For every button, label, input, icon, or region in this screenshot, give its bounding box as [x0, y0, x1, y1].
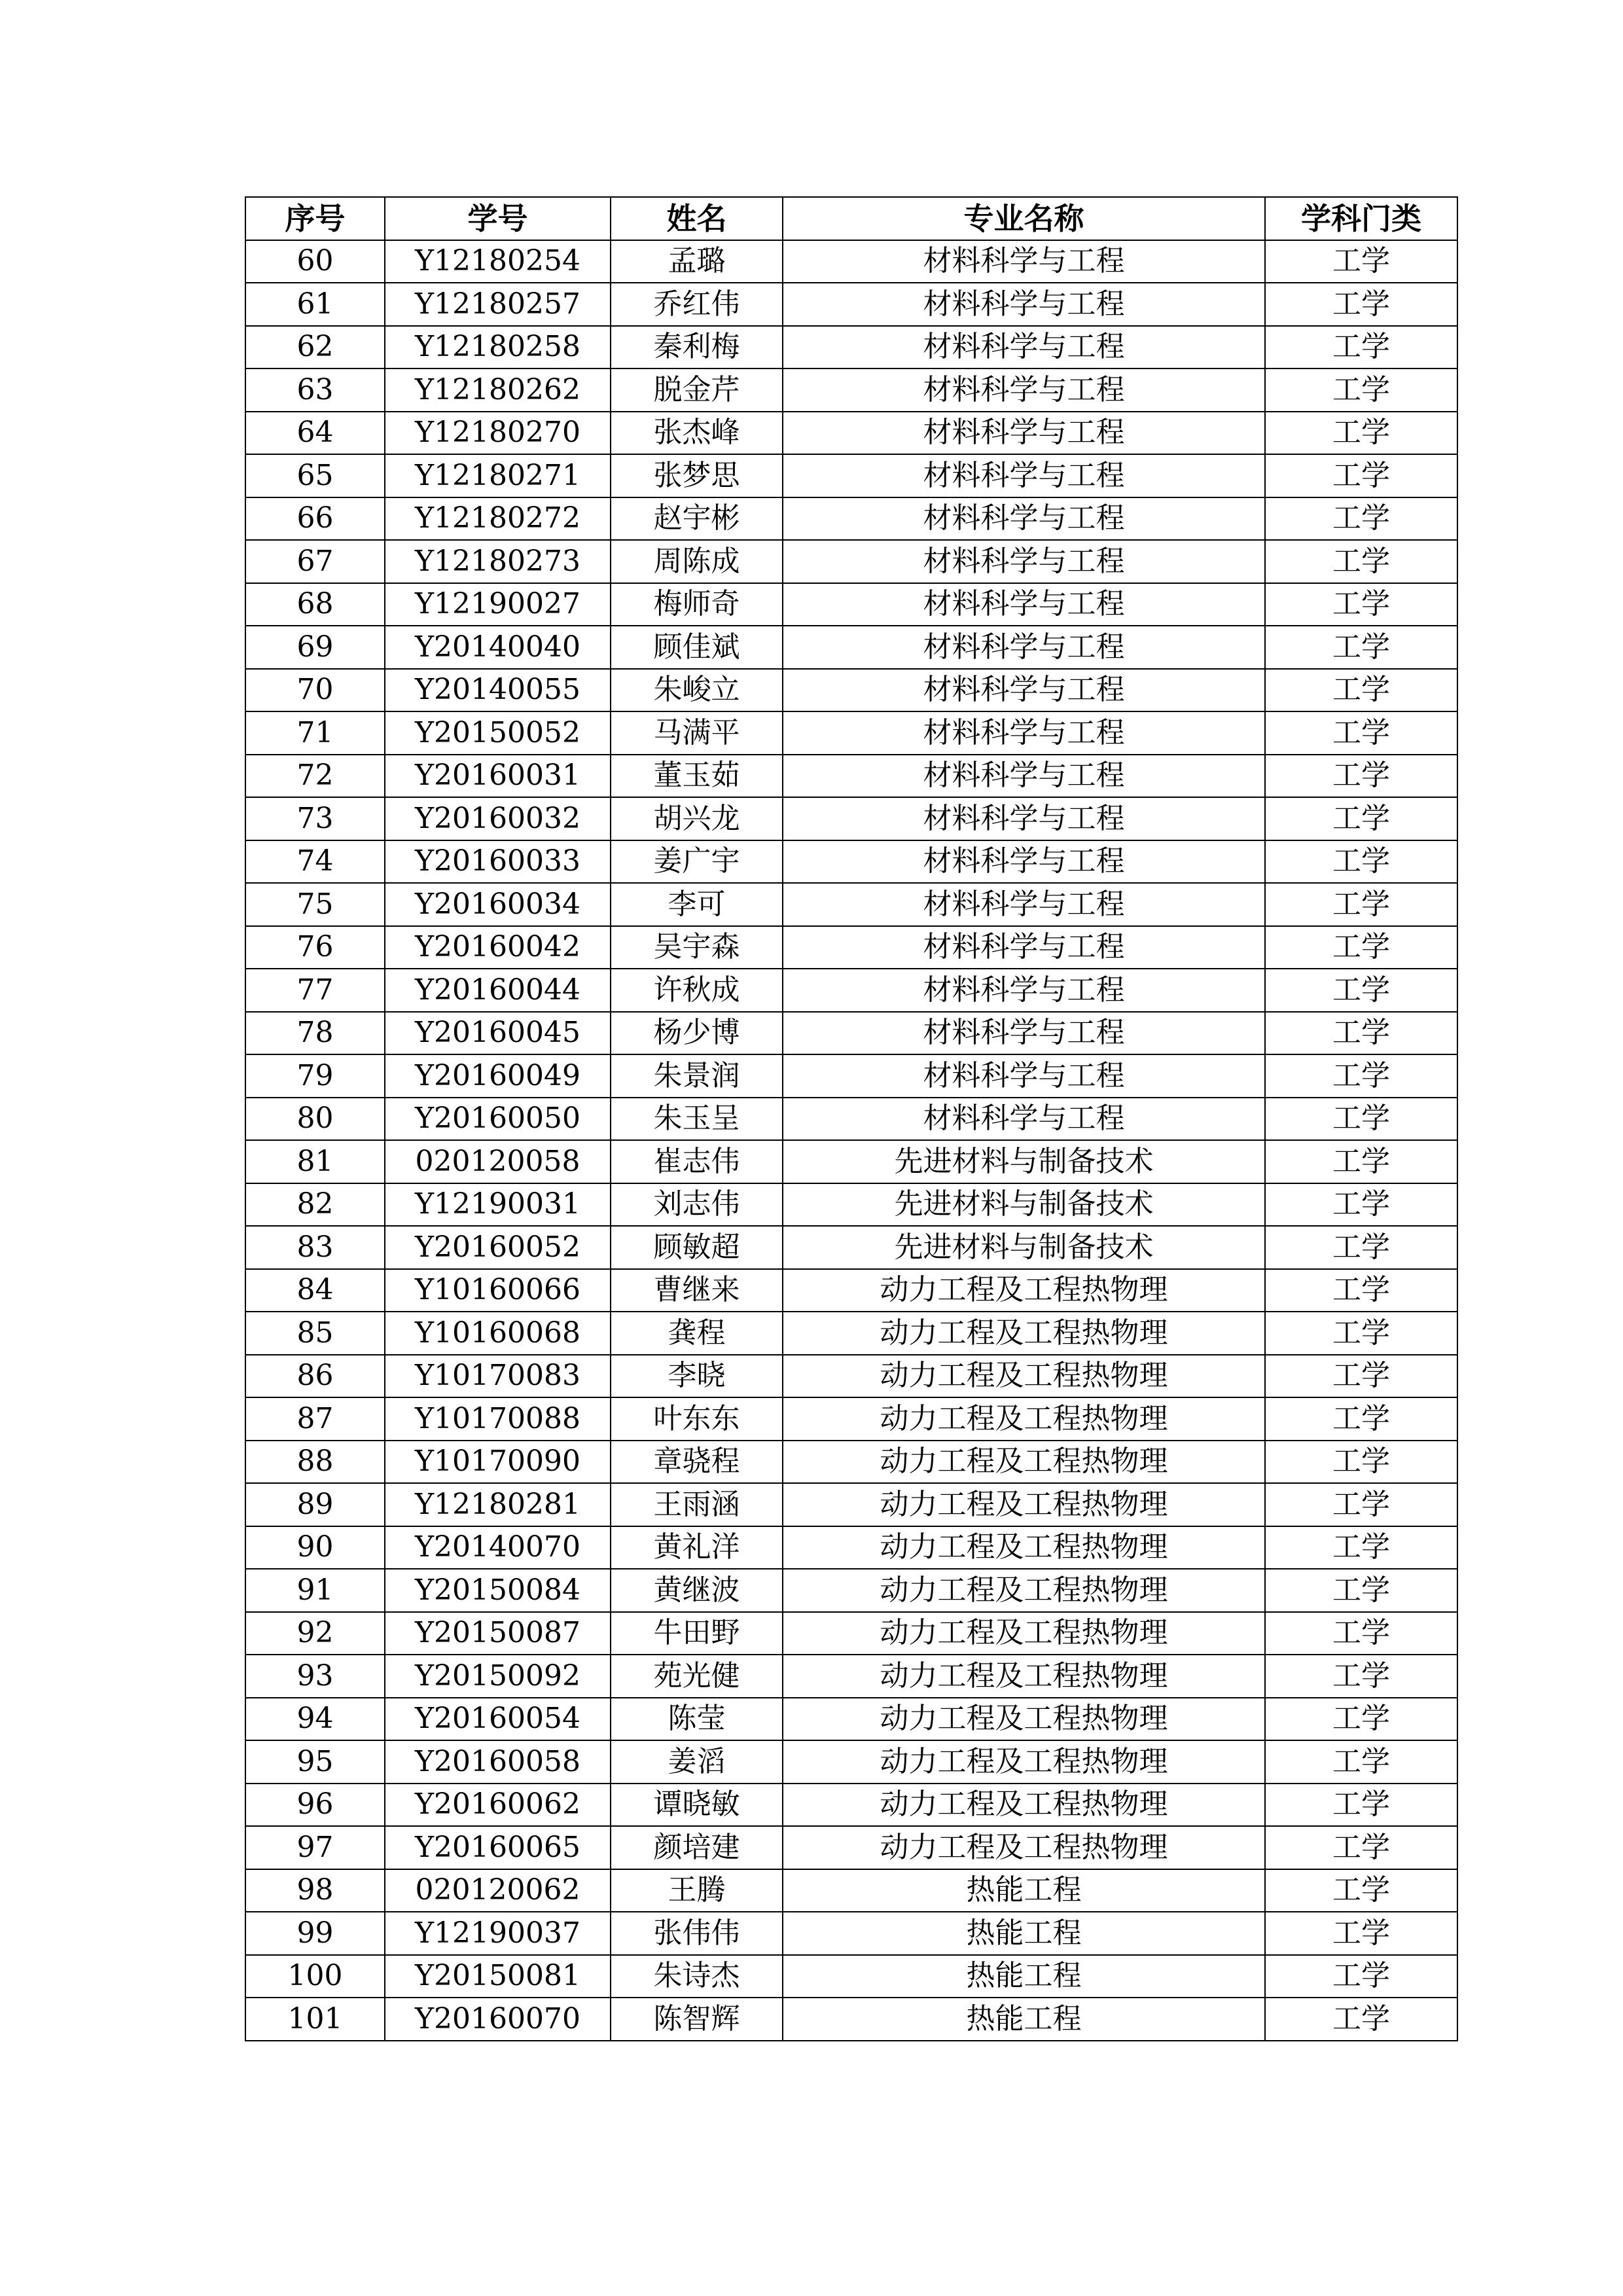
name-cell: 王腾	[611, 1869, 783, 1912]
discipline-category-cell: 工学	[1265, 1098, 1457, 1141]
table-row	[245, 840, 1457, 884]
major-cell: 材料科学与工程	[783, 1098, 1265, 1141]
sequence-cell: 91	[245, 1569, 385, 1612]
sequence-cell: 77	[245, 969, 385, 1012]
discipline-category-cell: 工学	[1265, 1183, 1457, 1227]
sequence-cell: 93	[245, 1655, 385, 1698]
name-cell: 张伟伟	[611, 1912, 783, 1955]
major-cell: 先进材料与制备技术	[783, 1140, 1265, 1183]
sequence-cell: 62	[245, 326, 385, 369]
student-id-cell: Y20150087	[385, 1612, 611, 1655]
table-row	[245, 1826, 1457, 1869]
sequence-cell: 66	[245, 497, 385, 541]
major-cell: 动力工程及工程热物理	[783, 1483, 1265, 1526]
major-cell: 动力工程及工程热物理	[783, 1784, 1265, 1827]
table-row	[245, 368, 1457, 412]
name-cell: 杨少博	[611, 1012, 783, 1055]
sequence-cell: 87	[245, 1397, 385, 1441]
major-cell: 先进材料与制备技术	[783, 1226, 1265, 1269]
student-id-cell: Y10170090	[385, 1441, 611, 1484]
major-cell: 材料科学与工程	[783, 326, 1265, 369]
name-cell: 张杰峰	[611, 412, 783, 455]
major-cell: 材料科学与工程	[783, 926, 1265, 969]
table-row	[245, 1698, 1457, 1741]
name-cell: 叶东东	[611, 1397, 783, 1441]
sequence-cell: 64	[245, 412, 385, 455]
major-cell: 材料科学与工程	[783, 368, 1265, 412]
student-id-cell: 020120058	[385, 1140, 611, 1183]
student-id-cell: Y12180257	[385, 283, 611, 326]
discipline-category-cell: 工学	[1265, 1483, 1457, 1526]
table-row	[245, 883, 1457, 926]
major-cell: 动力工程及工程热物理	[783, 1698, 1265, 1741]
table-row	[245, 1784, 1457, 1827]
student-id-cell: Y12180258	[385, 326, 611, 369]
major-cell: 材料科学与工程	[783, 755, 1265, 798]
major-cell: 动力工程及工程热物理	[783, 1269, 1265, 1312]
name-cell: 龚程	[611, 1312, 783, 1355]
sequence-cell: 80	[245, 1098, 385, 1141]
table-row	[245, 1740, 1457, 1784]
discipline-category-cell: 工学	[1265, 840, 1457, 884]
name-cell: 顾敏超	[611, 1226, 783, 1269]
table-row	[245, 412, 1457, 455]
table-row	[245, 1526, 1457, 1570]
student-id-cell: Y20140040	[385, 626, 611, 669]
name-cell: 牛田野	[611, 1612, 783, 1655]
major-cell: 动力工程及工程热物理	[783, 1740, 1265, 1784]
major-cell: 先进材料与制备技术	[783, 1183, 1265, 1227]
table-row	[245, 1569, 1457, 1612]
table-row	[245, 1140, 1457, 1183]
name-cell: 苑光健	[611, 1655, 783, 1698]
student-id-cell: Y12180281	[385, 1483, 611, 1526]
name-cell: 顾佳斌	[611, 626, 783, 669]
discipline-category-cell: 工学	[1265, 454, 1457, 497]
table-row	[245, 1183, 1457, 1227]
major-cell: 材料科学与工程	[783, 540, 1265, 583]
header-name: 姓名	[611, 197, 783, 240]
sequence-cell: 73	[245, 797, 385, 840]
table-row	[245, 1397, 1457, 1441]
discipline-category-cell: 工学	[1265, 326, 1457, 369]
major-cell: 材料科学与工程	[783, 969, 1265, 1012]
table-row	[245, 1441, 1457, 1484]
table-row	[245, 540, 1457, 583]
discipline-category-cell: 工学	[1265, 1397, 1457, 1441]
discipline-category-cell: 工学	[1265, 412, 1457, 455]
discipline-category-cell: 工学	[1265, 969, 1457, 1012]
table-row	[245, 1312, 1457, 1355]
major-cell: 材料科学与工程	[783, 497, 1265, 541]
sequence-cell: 63	[245, 368, 385, 412]
table-row	[245, 626, 1457, 669]
sequence-cell: 65	[245, 454, 385, 497]
table-row	[245, 1869, 1457, 1912]
major-cell: 动力工程及工程热物理	[783, 1612, 1265, 1655]
sequence-cell: 71	[245, 711, 385, 755]
student-id-cell: 020120062	[385, 1869, 611, 1912]
table-row	[245, 1355, 1457, 1398]
discipline-category-cell: 工学	[1265, 1655, 1457, 1698]
student-id-cell: Y12180271	[385, 454, 611, 497]
student-id-cell: Y12190031	[385, 1183, 611, 1227]
table-row	[245, 926, 1457, 969]
sequence-cell: 99	[245, 1912, 385, 1955]
table-row	[245, 1483, 1457, 1526]
table-row	[245, 1012, 1457, 1055]
header-row	[245, 197, 1457, 240]
table-row	[245, 454, 1457, 497]
student-roster-table	[245, 196, 1458, 2041]
name-cell: 黄继波	[611, 1569, 783, 1612]
discipline-category-cell: 工学	[1265, 1740, 1457, 1784]
student-id-cell: Y20160032	[385, 797, 611, 840]
student-id-cell: Y10170088	[385, 1397, 611, 1441]
major-cell: 热能工程	[783, 1955, 1265, 1998]
discipline-category-cell: 工学	[1265, 1355, 1457, 1398]
discipline-category-cell: 工学	[1265, 1955, 1457, 1998]
header-student-id: 学号	[385, 197, 611, 240]
major-cell: 动力工程及工程热物理	[783, 1526, 1265, 1570]
student-id-cell: Y20160054	[385, 1698, 611, 1741]
student-id-cell: Y20150081	[385, 1955, 611, 1998]
name-cell: 李可	[611, 883, 783, 926]
name-cell: 乔红伟	[611, 283, 783, 326]
name-cell: 姜广宇	[611, 840, 783, 884]
name-cell: 胡兴龙	[611, 797, 783, 840]
name-cell: 张梦思	[611, 454, 783, 497]
name-cell: 朱峻立	[611, 669, 783, 712]
discipline-category-cell: 工学	[1265, 583, 1457, 626]
discipline-category-cell: 工学	[1265, 926, 1457, 969]
discipline-category-cell: 工学	[1265, 669, 1457, 712]
sequence-cell: 81	[245, 1140, 385, 1183]
header-sequence-number: 序号	[245, 197, 385, 240]
major-cell: 材料科学与工程	[783, 840, 1265, 884]
sequence-cell: 94	[245, 1698, 385, 1741]
sequence-cell: 101	[245, 1998, 385, 2041]
sequence-cell: 61	[245, 283, 385, 326]
major-cell: 材料科学与工程	[783, 883, 1265, 926]
sequence-cell: 98	[245, 1869, 385, 1912]
sequence-cell: 69	[245, 626, 385, 669]
table-row	[245, 283, 1457, 326]
name-cell: 董玉茹	[611, 755, 783, 798]
name-cell: 颜培建	[611, 1826, 783, 1869]
sequence-cell: 78	[245, 1012, 385, 1055]
discipline-category-cell: 工学	[1265, 240, 1457, 283]
major-cell: 热能工程	[783, 1998, 1265, 2041]
major-cell: 材料科学与工程	[783, 283, 1265, 326]
major-cell: 动力工程及工程热物理	[783, 1355, 1265, 1398]
discipline-category-cell: 工学	[1265, 1869, 1457, 1912]
sequence-cell: 100	[245, 1955, 385, 1998]
discipline-category-cell: 工学	[1265, 1140, 1457, 1183]
major-cell: 动力工程及工程热物理	[783, 1441, 1265, 1484]
discipline-category-cell: 工学	[1265, 883, 1457, 926]
sequence-cell: 60	[245, 240, 385, 283]
table-row	[245, 1955, 1457, 1998]
discipline-category-cell: 工学	[1265, 1526, 1457, 1570]
major-cell: 材料科学与工程	[783, 626, 1265, 669]
table-row	[245, 1612, 1457, 1655]
sequence-cell: 74	[245, 840, 385, 884]
major-cell: 材料科学与工程	[783, 669, 1265, 712]
discipline-category-cell: 工学	[1265, 1612, 1457, 1655]
student-id-cell: Y20160050	[385, 1098, 611, 1141]
discipline-category-cell: 工学	[1265, 1226, 1457, 1269]
table-row	[245, 1912, 1457, 1955]
student-id-cell: Y20160044	[385, 969, 611, 1012]
table-row	[245, 1269, 1457, 1312]
table-row	[245, 326, 1457, 369]
table-row	[245, 755, 1457, 798]
major-cell: 动力工程及工程热物理	[783, 1397, 1265, 1441]
sequence-cell: 72	[245, 755, 385, 798]
student-id-cell: Y20160052	[385, 1226, 611, 1269]
student-id-cell: Y20160049	[385, 1054, 611, 1098]
student-id-cell: Y20160062	[385, 1784, 611, 1827]
discipline-category-cell: 工学	[1265, 626, 1457, 669]
table-row	[245, 711, 1457, 755]
sequence-cell: 67	[245, 540, 385, 583]
name-cell: 周陈成	[611, 540, 783, 583]
student-id-cell: Y20160031	[385, 755, 611, 798]
name-cell: 姜滔	[611, 1740, 783, 1784]
sequence-cell: 84	[245, 1269, 385, 1312]
table-row	[245, 1998, 1457, 2041]
student-id-cell: Y12180254	[385, 240, 611, 283]
name-cell: 许秋成	[611, 969, 783, 1012]
student-id-cell: Y20160058	[385, 1740, 611, 1784]
major-cell: 热能工程	[783, 1912, 1265, 1955]
student-id-cell: Y20150052	[385, 711, 611, 755]
student-id-cell: Y10160066	[385, 1269, 611, 1312]
discipline-category-cell: 工学	[1265, 1912, 1457, 1955]
name-cell: 李晓	[611, 1355, 783, 1398]
major-cell: 热能工程	[783, 1869, 1265, 1912]
sequence-cell: 82	[245, 1183, 385, 1227]
discipline-category-cell: 工学	[1265, 1569, 1457, 1612]
student-id-cell: Y12180273	[385, 540, 611, 583]
name-cell: 马满平	[611, 711, 783, 755]
discipline-category-cell: 工学	[1265, 1784, 1457, 1827]
student-id-cell: Y20160070	[385, 1998, 611, 2041]
major-cell: 动力工程及工程热物理	[783, 1569, 1265, 1612]
table-body	[245, 240, 1457, 2041]
student-id-cell: Y20140070	[385, 1526, 611, 1570]
name-cell: 脱金芹	[611, 368, 783, 412]
sequence-cell: 97	[245, 1826, 385, 1869]
name-cell: 赵宇彬	[611, 497, 783, 541]
discipline-category-cell: 工学	[1265, 283, 1457, 326]
student-id-cell: Y20160042	[385, 926, 611, 969]
major-cell: 材料科学与工程	[783, 412, 1265, 455]
student-id-cell: Y12190027	[385, 583, 611, 626]
sequence-cell: 79	[245, 1054, 385, 1098]
table-row	[245, 240, 1457, 283]
major-cell: 材料科学与工程	[783, 797, 1265, 840]
student-id-cell: Y10160068	[385, 1312, 611, 1355]
major-cell: 动力工程及工程热物理	[783, 1312, 1265, 1355]
table-row	[245, 1098, 1457, 1141]
student-id-cell: Y20160065	[385, 1826, 611, 1869]
discipline-category-cell: 工学	[1265, 540, 1457, 583]
discipline-category-cell: 工学	[1265, 1441, 1457, 1484]
name-cell: 梅师奇	[611, 583, 783, 626]
discipline-category-cell: 工学	[1265, 1012, 1457, 1055]
major-cell: 动力工程及工程热物理	[783, 1826, 1265, 1869]
sequence-cell: 70	[245, 669, 385, 712]
sequence-cell: 86	[245, 1355, 385, 1398]
name-cell: 吴宇森	[611, 926, 783, 969]
name-cell: 陈智辉	[611, 1998, 783, 2041]
name-cell: 陈莹	[611, 1698, 783, 1741]
student-id-cell: Y10170083	[385, 1355, 611, 1398]
student-id-cell: Y20160034	[385, 883, 611, 926]
name-cell: 朱景润	[611, 1054, 783, 1098]
table-row	[245, 1655, 1457, 1698]
major-cell: 材料科学与工程	[783, 711, 1265, 755]
name-cell: 朱玉呈	[611, 1098, 783, 1141]
major-cell: 材料科学与工程	[783, 454, 1265, 497]
table-row	[245, 583, 1457, 626]
discipline-category-cell: 工学	[1265, 1054, 1457, 1098]
discipline-category-cell: 工学	[1265, 1998, 1457, 2041]
sequence-cell: 88	[245, 1441, 385, 1484]
table-row	[245, 1054, 1457, 1098]
sequence-cell: 85	[245, 1312, 385, 1355]
sequence-cell: 95	[245, 1740, 385, 1784]
student-id-cell: Y20150084	[385, 1569, 611, 1612]
header-major: 专业名称	[783, 197, 1265, 240]
student-id-cell: Y12190037	[385, 1912, 611, 1955]
student-id-cell: Y12180272	[385, 497, 611, 541]
discipline-category-cell: 工学	[1265, 755, 1457, 798]
sequence-cell: 68	[245, 583, 385, 626]
name-cell: 章骁程	[611, 1441, 783, 1484]
discipline-category-cell: 工学	[1265, 1312, 1457, 1355]
sequence-cell: 92	[245, 1612, 385, 1655]
table-row	[245, 969, 1457, 1012]
name-cell: 朱诗杰	[611, 1955, 783, 1998]
name-cell: 黄礼洋	[611, 1526, 783, 1570]
name-cell: 秦利梅	[611, 326, 783, 369]
discipline-category-cell: 工学	[1265, 368, 1457, 412]
sequence-cell: 75	[245, 883, 385, 926]
sequence-cell: 83	[245, 1226, 385, 1269]
sequence-cell: 90	[245, 1526, 385, 1570]
name-cell: 曹继来	[611, 1269, 783, 1312]
table-row	[245, 497, 1457, 541]
major-cell: 材料科学与工程	[783, 583, 1265, 626]
discipline-category-cell: 工学	[1265, 1698, 1457, 1741]
student-id-cell: Y20160045	[385, 1012, 611, 1055]
name-cell: 崔志伟	[611, 1140, 783, 1183]
name-cell: 孟璐	[611, 240, 783, 283]
name-cell: 王雨涵	[611, 1483, 783, 1526]
discipline-category-cell: 工学	[1265, 711, 1457, 755]
discipline-category-cell: 工学	[1265, 1826, 1457, 1869]
table-row	[245, 1226, 1457, 1269]
table-row	[245, 797, 1457, 840]
table-row	[245, 669, 1457, 712]
discipline-category-cell: 工学	[1265, 1269, 1457, 1312]
major-cell: 材料科学与工程	[783, 1054, 1265, 1098]
sequence-cell: 76	[245, 926, 385, 969]
student-id-cell: Y20160033	[385, 840, 611, 884]
student-id-cell: Y20140055	[385, 669, 611, 712]
name-cell: 谭晓敏	[611, 1784, 783, 1827]
major-cell: 材料科学与工程	[783, 1012, 1265, 1055]
table-header	[245, 197, 1457, 240]
student-id-cell: Y20150092	[385, 1655, 611, 1698]
header-discipline-category: 学科门类	[1265, 197, 1457, 240]
name-cell: 刘志伟	[611, 1183, 783, 1227]
discipline-category-cell: 工学	[1265, 497, 1457, 541]
sequence-cell: 96	[245, 1784, 385, 1827]
major-cell: 材料科学与工程	[783, 240, 1265, 283]
student-id-cell: Y12180262	[385, 368, 611, 412]
major-cell: 动力工程及工程热物理	[783, 1655, 1265, 1698]
student-id-cell: Y12180270	[385, 412, 611, 455]
sequence-cell: 89	[245, 1483, 385, 1526]
discipline-category-cell: 工学	[1265, 797, 1457, 840]
